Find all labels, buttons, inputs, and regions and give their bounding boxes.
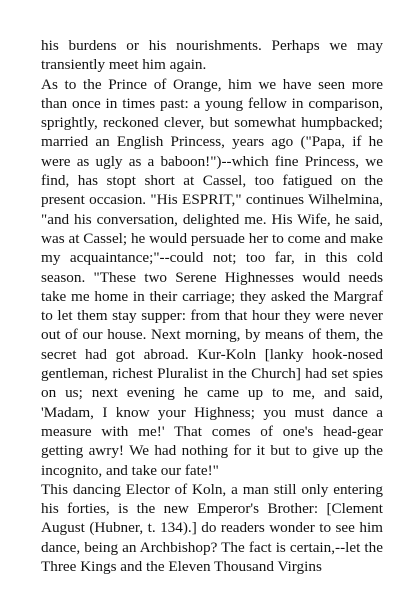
document-page [41,36,383,576]
paragraph-prince-burdens: his burdens or his nourishments. Perhaps we may transiently meet him again. [41,37,383,74]
paragraph-prince-of-orange: As to the Prince of Orange, him we have seen more than once in times past: a young fellow in comparison, sprightly, reckoned clever, but somewhat humpbacked; married an English Princess, years ago ("Papa, if he were as ugly as a baboon!")--which fine Princess, we find, has stopt short at Cassel, too fatigued on the present occasion. "His ESPRIT," continues Wilhelmina, "and his conversation, delighted me. His Wife, he said, was at Cassel; he would persuade her to come and make my acquaintance;"--could not; too far, in this cold season. "These two Serene Highnesses would needs take me home in their carriage; they asked the Margraf to let them stay supper: from that hour they were never out of our house. Next morning, by means of them, the secret had got abroad. Kur-Koln [lanky hook-nosed gentleman, richest Pluralist in the Church] had set spies on us; next evening he came up to me, and said, 'Madam, I know your Highness; you must dance a measure with me!' That comes of one's head-gear getting awry! We had nothing for it but to give up the incognito, and take our fate!" [41,75,383,479]
paragraph-elector-of-koln: This dancing Elector of Koln, a man still only entering his forties, is the new Emperor's Brother: [Clement August (Hubner, t. 134).] do readers wonder to see him dance, being an Archbishop? The fact is certain,--let the Three Kings and the Eleven Thousand Virgins [41,480,383,576]
